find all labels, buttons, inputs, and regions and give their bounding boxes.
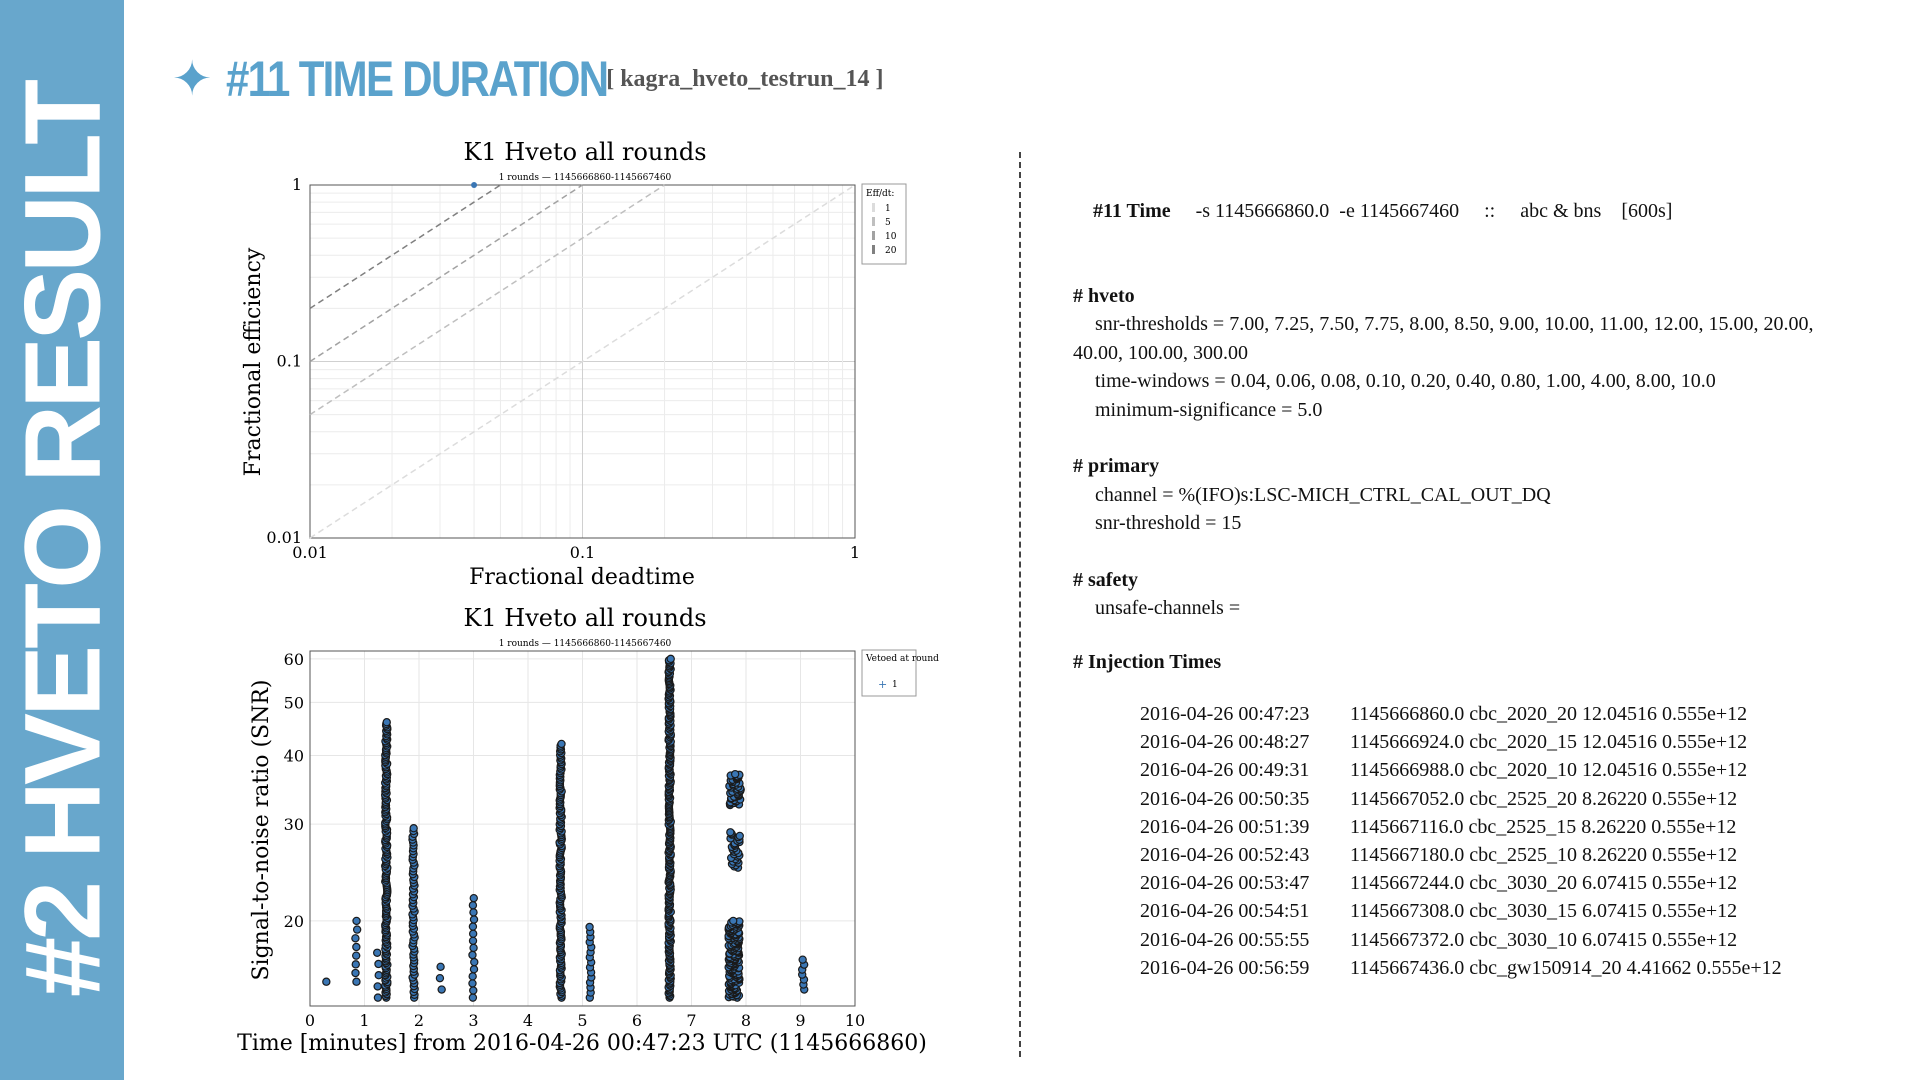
chart2-title: K1 Hveto all rounds (463, 604, 707, 632)
chart2-point (375, 972, 382, 979)
chart2-point (736, 832, 743, 839)
injection-row (1140, 785, 1782, 813)
injection-info: 1145667308.0 cbc_3030_15 6.07415 0.555e+12 (1350, 900, 1738, 923)
primary-snr-threshold: snr-threshold = 15 (1095, 512, 1242, 534)
primary-heading: # primary (1073, 455, 1160, 477)
safety-heading: # safety (1073, 568, 1138, 591)
chart1-ytick: 0.01 (266, 528, 302, 547)
injection-info: 1145666988.0 cbc_2020_10 12.04516 0.555e+12 (1350, 759, 1748, 782)
injection-info: 1145667372.0 cbc_3030_10 6.07415 0.555e+12 (1350, 928, 1738, 951)
injection-info: 1145667116.0 cbc_2525_15 8.26220 0.555e+12 (1350, 815, 1737, 838)
chart1-legend-label: 10 (885, 232, 897, 242)
injection-info: 1145666924.0 cbc_2020_15 12.04516 0.555e+12 (1350, 731, 1748, 754)
injection-date: 2016-04-26 00:53:47 (1140, 872, 1310, 895)
chart2-point (470, 916, 477, 923)
snr-thresholds: snr-thresholds = 7.00, 7.25, 7.50, 7.75, 8.00, 8.50, 9.00, 10.00, 11.00, 12.00, 15.00, 20.00, (1095, 313, 1814, 335)
injection-row (1140, 869, 1782, 897)
chart2-point (558, 740, 565, 747)
chart2-point (410, 825, 417, 832)
primary-channel: channel = %(IFO)s:LSC-MICH_CTRL_CAL_OUT_DQ (1095, 483, 1551, 506)
chart2-xtick: 3 (468, 1011, 479, 1030)
hveto-heading: # hveto (1073, 284, 1135, 307)
chart2-point (383, 719, 390, 726)
injection-date: 2016-04-26 00:49:31 (1140, 759, 1310, 782)
chart2-xtick: 4 (522, 1011, 534, 1030)
chart2-xlabel: Time [minutes] from 2016-04-26 00:47:23 UTC (1145666860) (237, 1031, 927, 1056)
chart2-point (727, 829, 734, 836)
time-label: #11 Time (1093, 199, 1171, 222)
injection-info: 1145667436.0 cbc_gw150914_20 4.41662 0.555e+12 (1350, 956, 1782, 979)
sidebar-title: #2 HVETO RESULT (1, 82, 123, 998)
chart2-ytick: 50 (283, 693, 304, 713)
chart1-legend-label: 5 (885, 218, 891, 228)
time-sep: :: (1484, 199, 1496, 222)
injection-row (1140, 954, 1782, 982)
chart1-series-20 (310, 185, 500, 308)
chart2-ytick: 30 (283, 815, 304, 835)
chart1-ytick: 0.1 (276, 351, 302, 371)
page-subtitle: [ kagra_hveto_testrun_14 ] (606, 65, 884, 92)
chart1-legend-title: Eff/dt: (866, 189, 895, 199)
minimum-significance: minimum-significance = 5.0 (1095, 398, 1323, 421)
header (172, 46, 884, 112)
chart1-legend-label: 1 (885, 204, 891, 214)
chart1-legend-label: 20 (885, 246, 897, 256)
injection-date: 2016-04-26 00:55:55 (1140, 928, 1310, 951)
page-title: #11 TIME DURATION (226, 51, 608, 107)
snr-thresholds-cont: 40.00, 100.00, 300.00 (1073, 341, 1248, 364)
injection-table (1140, 700, 1782, 982)
chart1-xtick: 0.1 (569, 543, 596, 562)
vertical-divider (1019, 152, 1021, 1057)
chart2-point (469, 902, 476, 909)
chart2-subtitle: 1 rounds — 1145666860-1145667460 (498, 639, 672, 649)
chart2-point (469, 951, 476, 958)
injection-date: 2016-04-26 00:56:59 (1140, 956, 1310, 979)
injection-info: 1145667180.0 cbc_2525_10 8.26220 0.555e+12 (1350, 844, 1738, 867)
chart2-legend-entry: 1 (892, 680, 898, 690)
chart2-xtick: 5 (577, 1011, 588, 1030)
chart2-ytick: 40 (283, 746, 304, 766)
unsafe-channels: unsafe-channels = (1095, 597, 1241, 619)
chart2-point (470, 895, 477, 902)
chart2-point (374, 949, 381, 956)
chart2-point (469, 923, 476, 930)
injection-row (1140, 728, 1782, 756)
chart2-ylabel: Signal-to-noise ratio (SNR) (249, 679, 274, 981)
chart2-xtick: 1 (359, 1011, 370, 1030)
chart2-point (799, 956, 806, 963)
time-windows: time-windows = 0.04, 0.06, 0.08, 0.10, 0.20, 0.40, 0.80, 1.00, 4.00, 8.00, 10.0 (1095, 370, 1716, 392)
injection-date: 2016-04-26 00:54:51 (1140, 900, 1310, 923)
chart1-xlabel: Fractional deadtime (469, 565, 695, 590)
chart2-xtick: 9 (795, 1011, 806, 1030)
efficiency-deadtime-chart (230, 132, 930, 592)
chart2-point (374, 983, 381, 990)
injection-heading-wrap (1073, 648, 1903, 677)
injection-date: 2016-04-26 00:52:43 (1140, 844, 1310, 867)
chart2-point (352, 961, 359, 968)
chart2-xtick: 8 (740, 1011, 752, 1030)
chart1-ytick: 1 (291, 175, 302, 194)
chart2-point (667, 655, 674, 662)
chart2-point (374, 994, 381, 1001)
time-args: -s 1145666860.0 -e 1145667460 (1195, 199, 1460, 222)
injection-info: 1145667052.0 cbc_2525_20 8.26220 0.555e+12 (1350, 787, 1738, 810)
injection-date: 2016-04-26 00:50:35 (1140, 787, 1310, 810)
chart2-legend (862, 650, 939, 696)
chart2-xtick: 2 (413, 1011, 425, 1030)
chart2-xtick: 6 (631, 1011, 643, 1030)
chart2-point (470, 966, 477, 973)
chart2-xtick: 0 (304, 1011, 316, 1030)
chart1-title: K1 Hveto all rounds (463, 138, 707, 166)
injection-info: 1145666860.0 cbc_2020_20 12.04516 0.555e+12 (1350, 703, 1748, 725)
chart1-legend-swatch (872, 245, 875, 254)
chart1-point (471, 182, 477, 188)
chart2-point (354, 926, 361, 933)
injection-row (1140, 700, 1782, 728)
chart2-legend-title: Vetoed at round (866, 654, 939, 664)
chart1-series-5 (310, 185, 665, 415)
chart2-xtick: 10 (844, 1011, 866, 1030)
time-tags: abc & bns (1520, 199, 1602, 222)
chart2-point (353, 952, 360, 959)
chart2-xtick: 7 (686, 1011, 697, 1030)
injection-row (1140, 926, 1782, 954)
star-icon: ✦ (172, 51, 213, 107)
injection-row (1140, 756, 1782, 784)
chart2-point (353, 978, 360, 985)
chart2-point (437, 963, 444, 970)
injection-row (1140, 897, 1782, 925)
chart2-point (470, 944, 477, 951)
chart1-xtick: 0.01 (292, 543, 328, 562)
chart1-legend-swatch (872, 203, 875, 212)
injection-info: 1145667244.0 cbc_3030_20 6.07415 0.555e+12 (1350, 872, 1738, 895)
chart1-legend (862, 184, 906, 264)
chart2-point (470, 987, 477, 994)
chart2-ytick: 20 (283, 911, 304, 931)
chart1-subtitle: 1 rounds — 1145666860-1145667460 (498, 173, 672, 183)
chart1-series-10 (310, 185, 583, 362)
chart2-point (353, 917, 360, 924)
chart2-legend-marker: + (878, 678, 888, 691)
chart2-ytick: 60 (283, 649, 304, 669)
chart2-point (469, 980, 476, 987)
chart2-point (375, 960, 382, 967)
chart2-point (353, 943, 360, 950)
injection-heading: # Injection Times (1073, 651, 1222, 673)
chart2-point (470, 909, 477, 916)
injection-row (1140, 841, 1782, 869)
injection-date: 2016-04-26 00:47:23 (1140, 703, 1310, 725)
chart2-point (352, 969, 359, 976)
chart2-point (469, 973, 476, 980)
config-panel (1073, 168, 1903, 623)
time-line (1073, 168, 1903, 254)
chart1-ylabel: Fractional efficiency (241, 247, 266, 477)
chart1-legend-swatch (872, 217, 875, 226)
injection-row (1140, 813, 1782, 841)
chart2-point (471, 959, 478, 966)
sidebar (0, 0, 124, 1080)
chart2-point (732, 771, 739, 778)
chart2-point (469, 994, 476, 1001)
snr-time-chart (230, 598, 939, 1068)
chart2-point (586, 923, 593, 930)
chart1-xtick: 1 (849, 543, 861, 562)
chart2-point (438, 986, 445, 993)
chart2-point (730, 917, 737, 924)
chart2-point (469, 937, 476, 944)
injection-date: 2016-04-26 00:51:39 (1140, 815, 1310, 838)
time-duration: [600s] (1621, 199, 1673, 222)
chart1-legend-swatch (872, 231, 875, 240)
chart2-point (470, 930, 477, 937)
chart2-point (436, 975, 443, 982)
chart2-point (352, 935, 359, 942)
injection-date: 2016-04-26 00:48:27 (1140, 731, 1310, 754)
chart2-point (323, 978, 330, 985)
